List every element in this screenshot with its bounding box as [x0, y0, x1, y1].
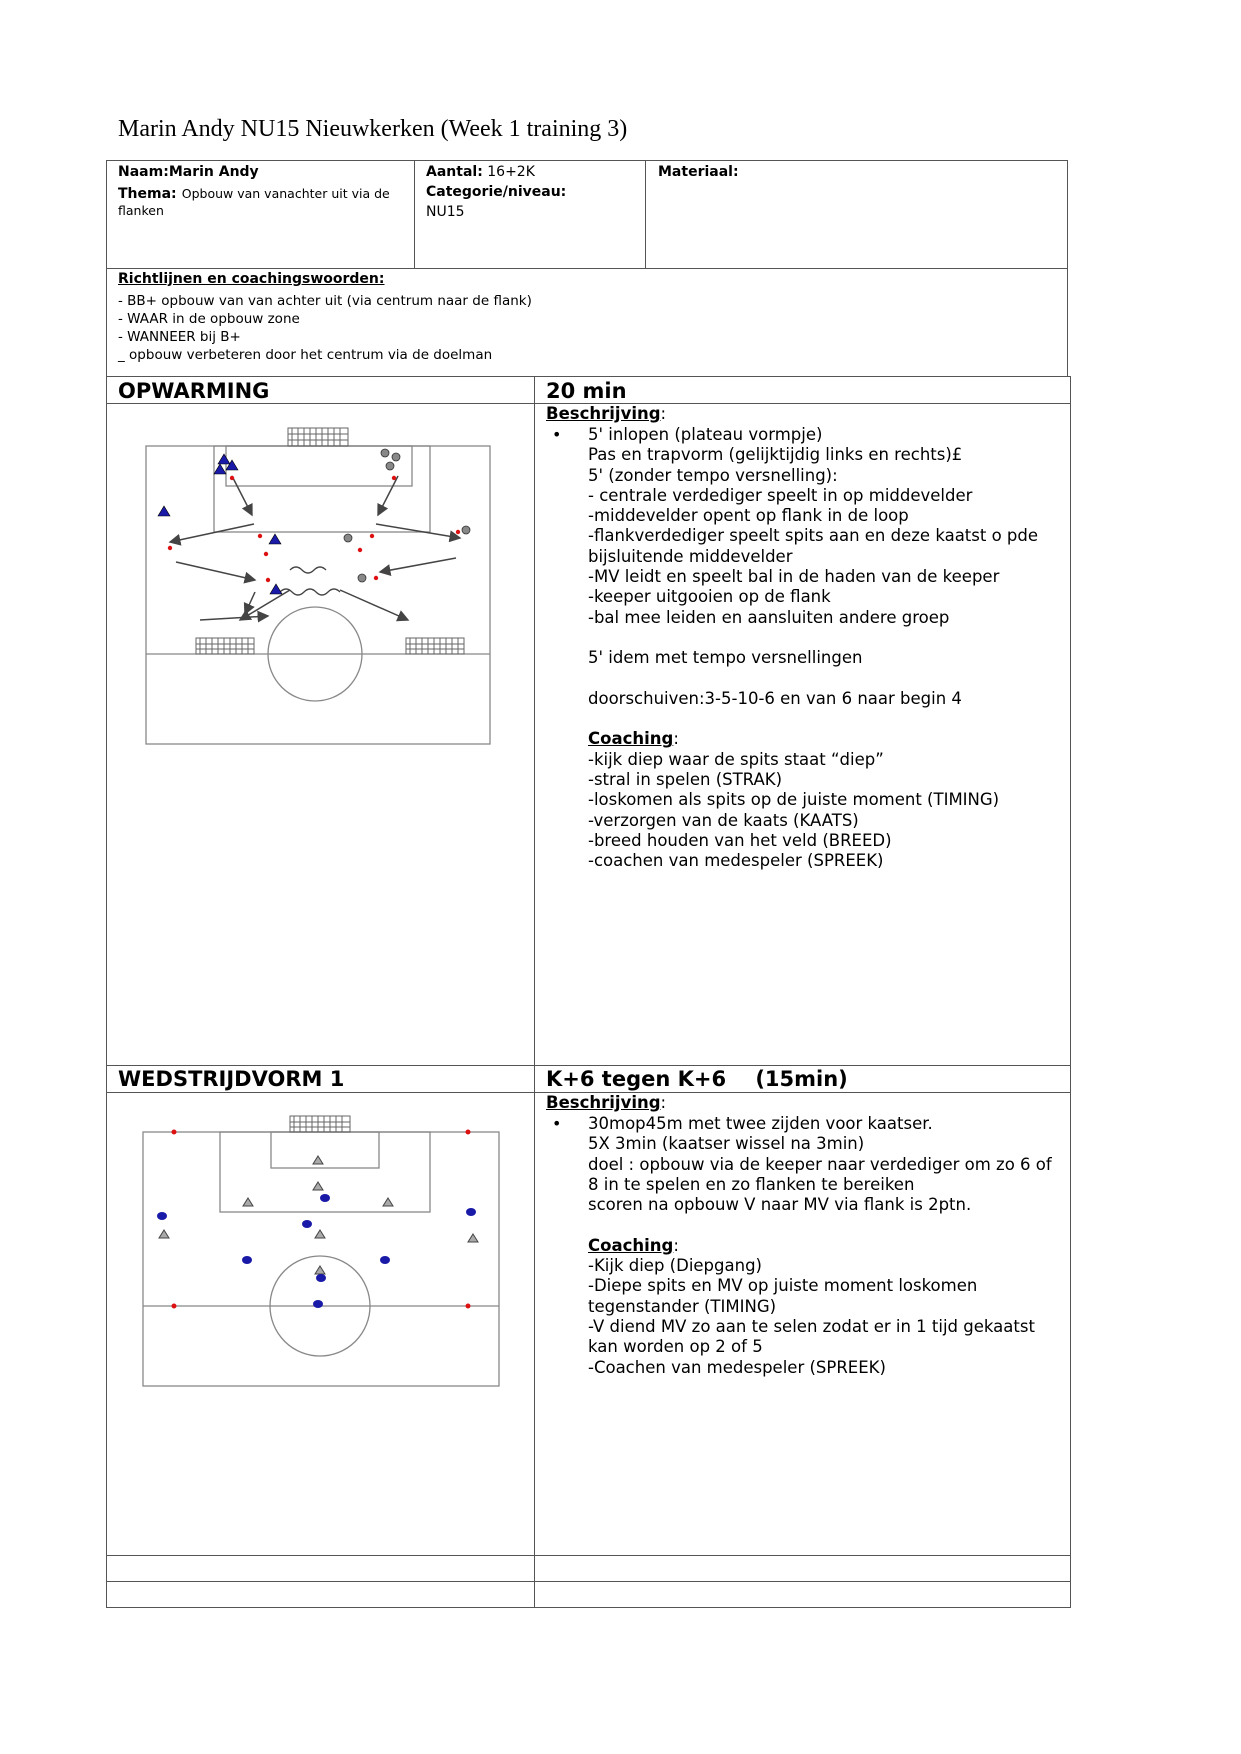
- wedstrijdvorm-heading: WEDSTRIJDVORM 1: [118, 1067, 345, 1091]
- wedstrijdvorm-beschrijving-label: Beschrijving:: [546, 1093, 667, 1112]
- blank-line: [588, 1215, 1052, 1235]
- dribble-line: [290, 567, 326, 573]
- line: -V diend MV zo aan te selen zodat er in 1 tijd gekaatst: [588, 1316, 1035, 1336]
- goal-net-icon: [290, 1116, 350, 1132]
- blank-line: [588, 669, 1038, 689]
- header-cell-divider-2: [645, 160, 646, 269]
- line: kan worden op 2 of 5: [588, 1337, 763, 1357]
- opwarming-duration: 20 min: [546, 379, 627, 403]
- line: -middevelder opent op flank in de loop: [588, 506, 909, 526]
- red-cone-icon: [168, 476, 460, 582]
- blue-dot-icon: [157, 1194, 476, 1308]
- opwarming-coaching-label: Coaching:: [588, 729, 679, 749]
- line: -Diepe spits en MV op juiste moment loskomen: [588, 1276, 978, 1296]
- goal-net-icon: [196, 638, 254, 654]
- richtlijnen-line: - WANNEER bij B+: [118, 329, 241, 345]
- opwarming-beschrijving-label: Beschrijving:: [546, 404, 667, 423]
- materiaal-label: Materiaal:: [658, 164, 739, 180]
- line: -Coachen van medespeler (SPREEK): [588, 1357, 886, 1377]
- dribble-line: [280, 589, 340, 595]
- richtlijnen-heading: Richtlijnen en coachingswoorden:: [118, 271, 385, 287]
- line: -kijk diep waar de spits staat “diep”: [588, 749, 884, 769]
- line: -coachen van medespeler (SPREEK): [588, 851, 884, 871]
- line: Pas en trapvorm (gelijktijdig links en rechts)£: [588, 445, 963, 465]
- blue-triangle-icon: [158, 454, 282, 594]
- categorie-label: Categorie/niveau:: [426, 184, 567, 200]
- line: -breed houden van het veld (BREED): [588, 830, 892, 850]
- goal-net-icon: [406, 638, 464, 654]
- wedstrijdvorm-coaching-label: Coaching:: [588, 1235, 679, 1255]
- header-cell-divider-1: [414, 160, 415, 269]
- row-line: [106, 1065, 1071, 1066]
- line: 5X 3min (kaatser wissel na 3min): [588, 1134, 865, 1154]
- line: doorschuiven:3-5-10-6 en van 6 naar begin 4: [588, 688, 962, 708]
- opwarming-heading: OPWARMING: [118, 379, 270, 403]
- thema-field: Thema: Opbouw van vanachter uit via de: [118, 186, 390, 202]
- categorie-value: NU15: [426, 204, 465, 220]
- line: -MV leidt en speelt bal in de haden van de keeper: [588, 567, 1000, 587]
- aantal-field: Aantal: 16+2K: [426, 164, 535, 180]
- blank-line: [588, 709, 1038, 729]
- line: 8 in te spelen en zo flanken te bereiken: [588, 1174, 915, 1194]
- line: -Kijk diep (Diepgang): [588, 1256, 762, 1276]
- page-title: Marin Andy NU15 Nieuwkerken (Week 1 training 3): [118, 116, 628, 142]
- naam-field: Naam:Marin Andy: [118, 164, 259, 180]
- row-line: [106, 1581, 1071, 1582]
- opwarming-beschrijving: [588, 425, 1038, 872]
- thema-value-continued: flanken: [118, 203, 164, 218]
- line: -verzorgen van de kaats (KAATS): [588, 810, 859, 830]
- bullet-icon: •: [552, 1114, 562, 1133]
- line: -stral in spelen (STRAK): [588, 770, 783, 790]
- line: -loskomen als spits op de juiste moment (TIMING): [588, 790, 1000, 810]
- line: scoren na opbouw V naar MV via flank is 2ptn.: [588, 1195, 972, 1215]
- pitch-lines: [146, 446, 490, 744]
- line: 30mop45m met twee zijden voor kaatser.: [588, 1114, 933, 1133]
- line: -flankverdediger speelt spits aan en deze kaatst o pde: [588, 526, 1039, 546]
- blank-line: [588, 628, 1038, 648]
- wedstrijdvorm-subheading: K+6 tegen K+6 (15min): [546, 1067, 848, 1091]
- richtlijnen-line: - BB+ opbouw van van achter uit (via centrum naar de flank): [118, 293, 532, 309]
- line: 5' idem met tempo versnellingen: [588, 648, 863, 668]
- richtlijnen-list: [118, 292, 532, 364]
- richtlijnen-line: - WAAR in de opbouw zone: [118, 311, 300, 327]
- opwarming-diagram: [140, 420, 500, 750]
- wedstrijdvorm-beschrijving: [588, 1114, 1052, 1378]
- line: -bal mee leiden en aansluiten andere groep: [588, 607, 950, 627]
- line: tegenstander (TIMING): [588, 1296, 777, 1316]
- bullet-icon: •: [552, 425, 562, 444]
- wedstrijdvorm-diagram: [138, 1110, 508, 1390]
- line: -keeper uitgooien op de flank: [588, 587, 831, 607]
- goal-net-icon: [288, 428, 348, 446]
- line: 5' inlopen (plateau vormpje): [588, 425, 823, 444]
- line: bijsluitende middevelder: [588, 546, 793, 566]
- row-line: [106, 1555, 1071, 1556]
- line: doel : opbouw via de keeper naar verdediger om zo 6 of: [588, 1154, 1052, 1174]
- line: 5' (zonder tempo versnelling):: [588, 465, 838, 485]
- grey-ball-icon: [344, 449, 470, 582]
- line: - centrale verdediger speelt in op middevelder: [588, 485, 973, 505]
- richtlijnen-line: _ opbouw verbeteren door het centrum via de doelman: [118, 347, 493, 363]
- pitch-lines: [143, 1132, 499, 1386]
- main-column-divider: [534, 376, 535, 1608]
